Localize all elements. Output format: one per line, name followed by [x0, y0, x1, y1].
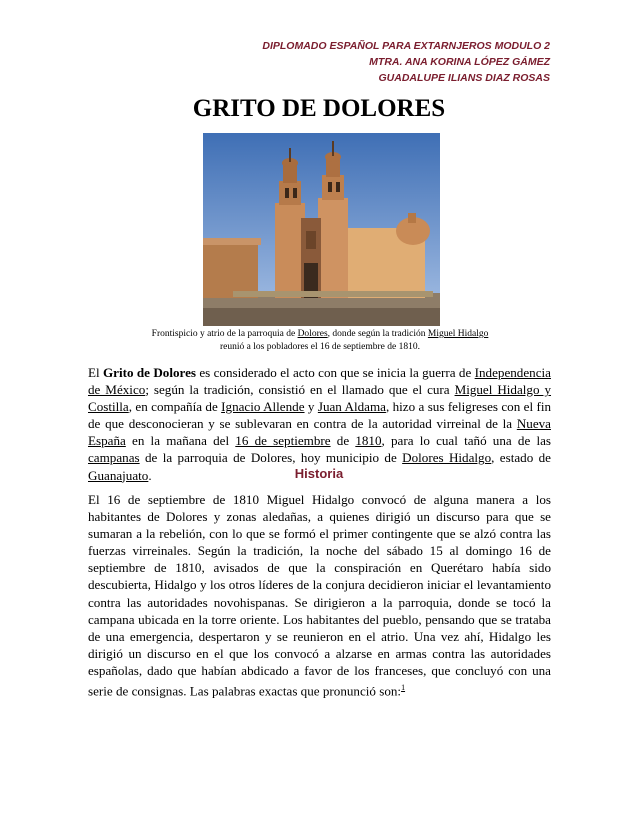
- link-ignacio-allende[interactable]: Ignacio Allende: [221, 399, 305, 415]
- page-title: GRITO DE DOLORES: [192, 95, 446, 122]
- caption-link-hidalgo[interactable]: Miguel Hidalgo: [427, 329, 489, 339]
- link-1810[interactable]: 1810: [355, 433, 382, 449]
- link-dolores-hidalgo[interactable]: Dolores Hidalgo: [402, 450, 492, 466]
- caption-link-dolores[interactable]: Dolores: [297, 329, 328, 339]
- link-miguel-hidalgo[interactable]: Miguel Hidalgo y Costilla: [88, 382, 552, 415]
- header-line-teacher: MTRA. ANA KORINA LÓPEZ GÁMEZ: [369, 56, 550, 68]
- intro-text: El: [88, 365, 103, 380]
- church-photo: [203, 133, 440, 326]
- intro-text: , para lo cual tañó una de las: [381, 433, 551, 449]
- intro-text: es considerado el acto con que se inicia la guerra de: [195, 365, 475, 380]
- intro-text: de: [330, 433, 356, 449]
- intro-text: ; según la tradición, consistió en el llamado que el cura: [145, 382, 455, 398]
- section-title-historia: Historia: [294, 466, 344, 481]
- caption-text: , donde según la tradición: [327, 329, 428, 339]
- caption-text: reunió a los pobladores el 16 de septiembre de 1810.: [220, 341, 420, 352]
- link-campanas[interactable]: campanas: [88, 450, 140, 466]
- header-line-student: GUADALUPE ILIANS DIAZ ROSAS: [378, 72, 550, 84]
- link-nueva-espana[interactable]: Nueva España: [88, 416, 551, 449]
- link-16-septiembre[interactable]: 16 de septiembre: [235, 433, 331, 449]
- intro-text: de la parroquia de Dolores, hoy municipio de: [139, 450, 403, 466]
- footnote-link[interactable]: 1: [401, 683, 406, 693]
- link-guanajuato[interactable]: Guanajuato: [88, 467, 149, 483]
- intro-text: , estado de: [491, 450, 551, 466]
- caption-text: Frontispicio y atrio de la parroquia de: [151, 329, 298, 339]
- photo-caption: [150, 328, 490, 353]
- link-independencia[interactable]: Independencia de México: [88, 365, 551, 398]
- intro-text: , en compañía de: [128, 399, 222, 415]
- document-header: [190, 38, 550, 86]
- intro-text: .: [148, 467, 152, 483]
- intro-text: y: [304, 399, 318, 415]
- intro-text: , hizo a sus feligreses con el fin de que desconocieran y se sublevaran en contra de la autoridad virreinal de la: [88, 399, 552, 432]
- intro-text: en la mañana del: [125, 433, 236, 449]
- link-juan-aldama[interactable]: Juan Aldama: [317, 399, 386, 415]
- history-paragraph: [88, 491, 551, 699]
- history-text: El 16 de septiembre de 1810 Miguel Hidalgo convocó de alguna manera a los habitantes de Dolores y zonas aledañas, a quienes dirigió un discurso para que se sumaran a la rebelión, con lo que se formó el primer contingente que se alzó contra las fuerzas virreinales. Según la tradición, la noche del sábado 15 al domingo 16 de septiembre de 1810, avisados de que la conspiración en Querétaro había sido descubierta, Hidalgo y los otros líderes de la conjura decidieron iniciar el levantamiento contra las autoridades novohispanas. Se dirigieron a la parroquia, donde se tocó la campana ubicada en la torre oriente. Los habitantes del pueblo, pensando que se trataba de una emergencia, despertaron y se reunieron en el atrio. Una vez ahí, Hidalgo les dirigió un discurso en el que los convocó a alzarse en armas contra las autoridades españolas, dado que habían abdicado a favor de los franceses, que concluyó con una serie de consignas. Las palabras exactas que pronunció son:: [88, 492, 551, 699]
- header-line-course: DIPLOMADO ESPAÑOL PARA EXTARNJEROS MODULO 2: [262, 40, 550, 52]
- intro-bold-term: Grito de Dolores: [102, 365, 196, 380]
